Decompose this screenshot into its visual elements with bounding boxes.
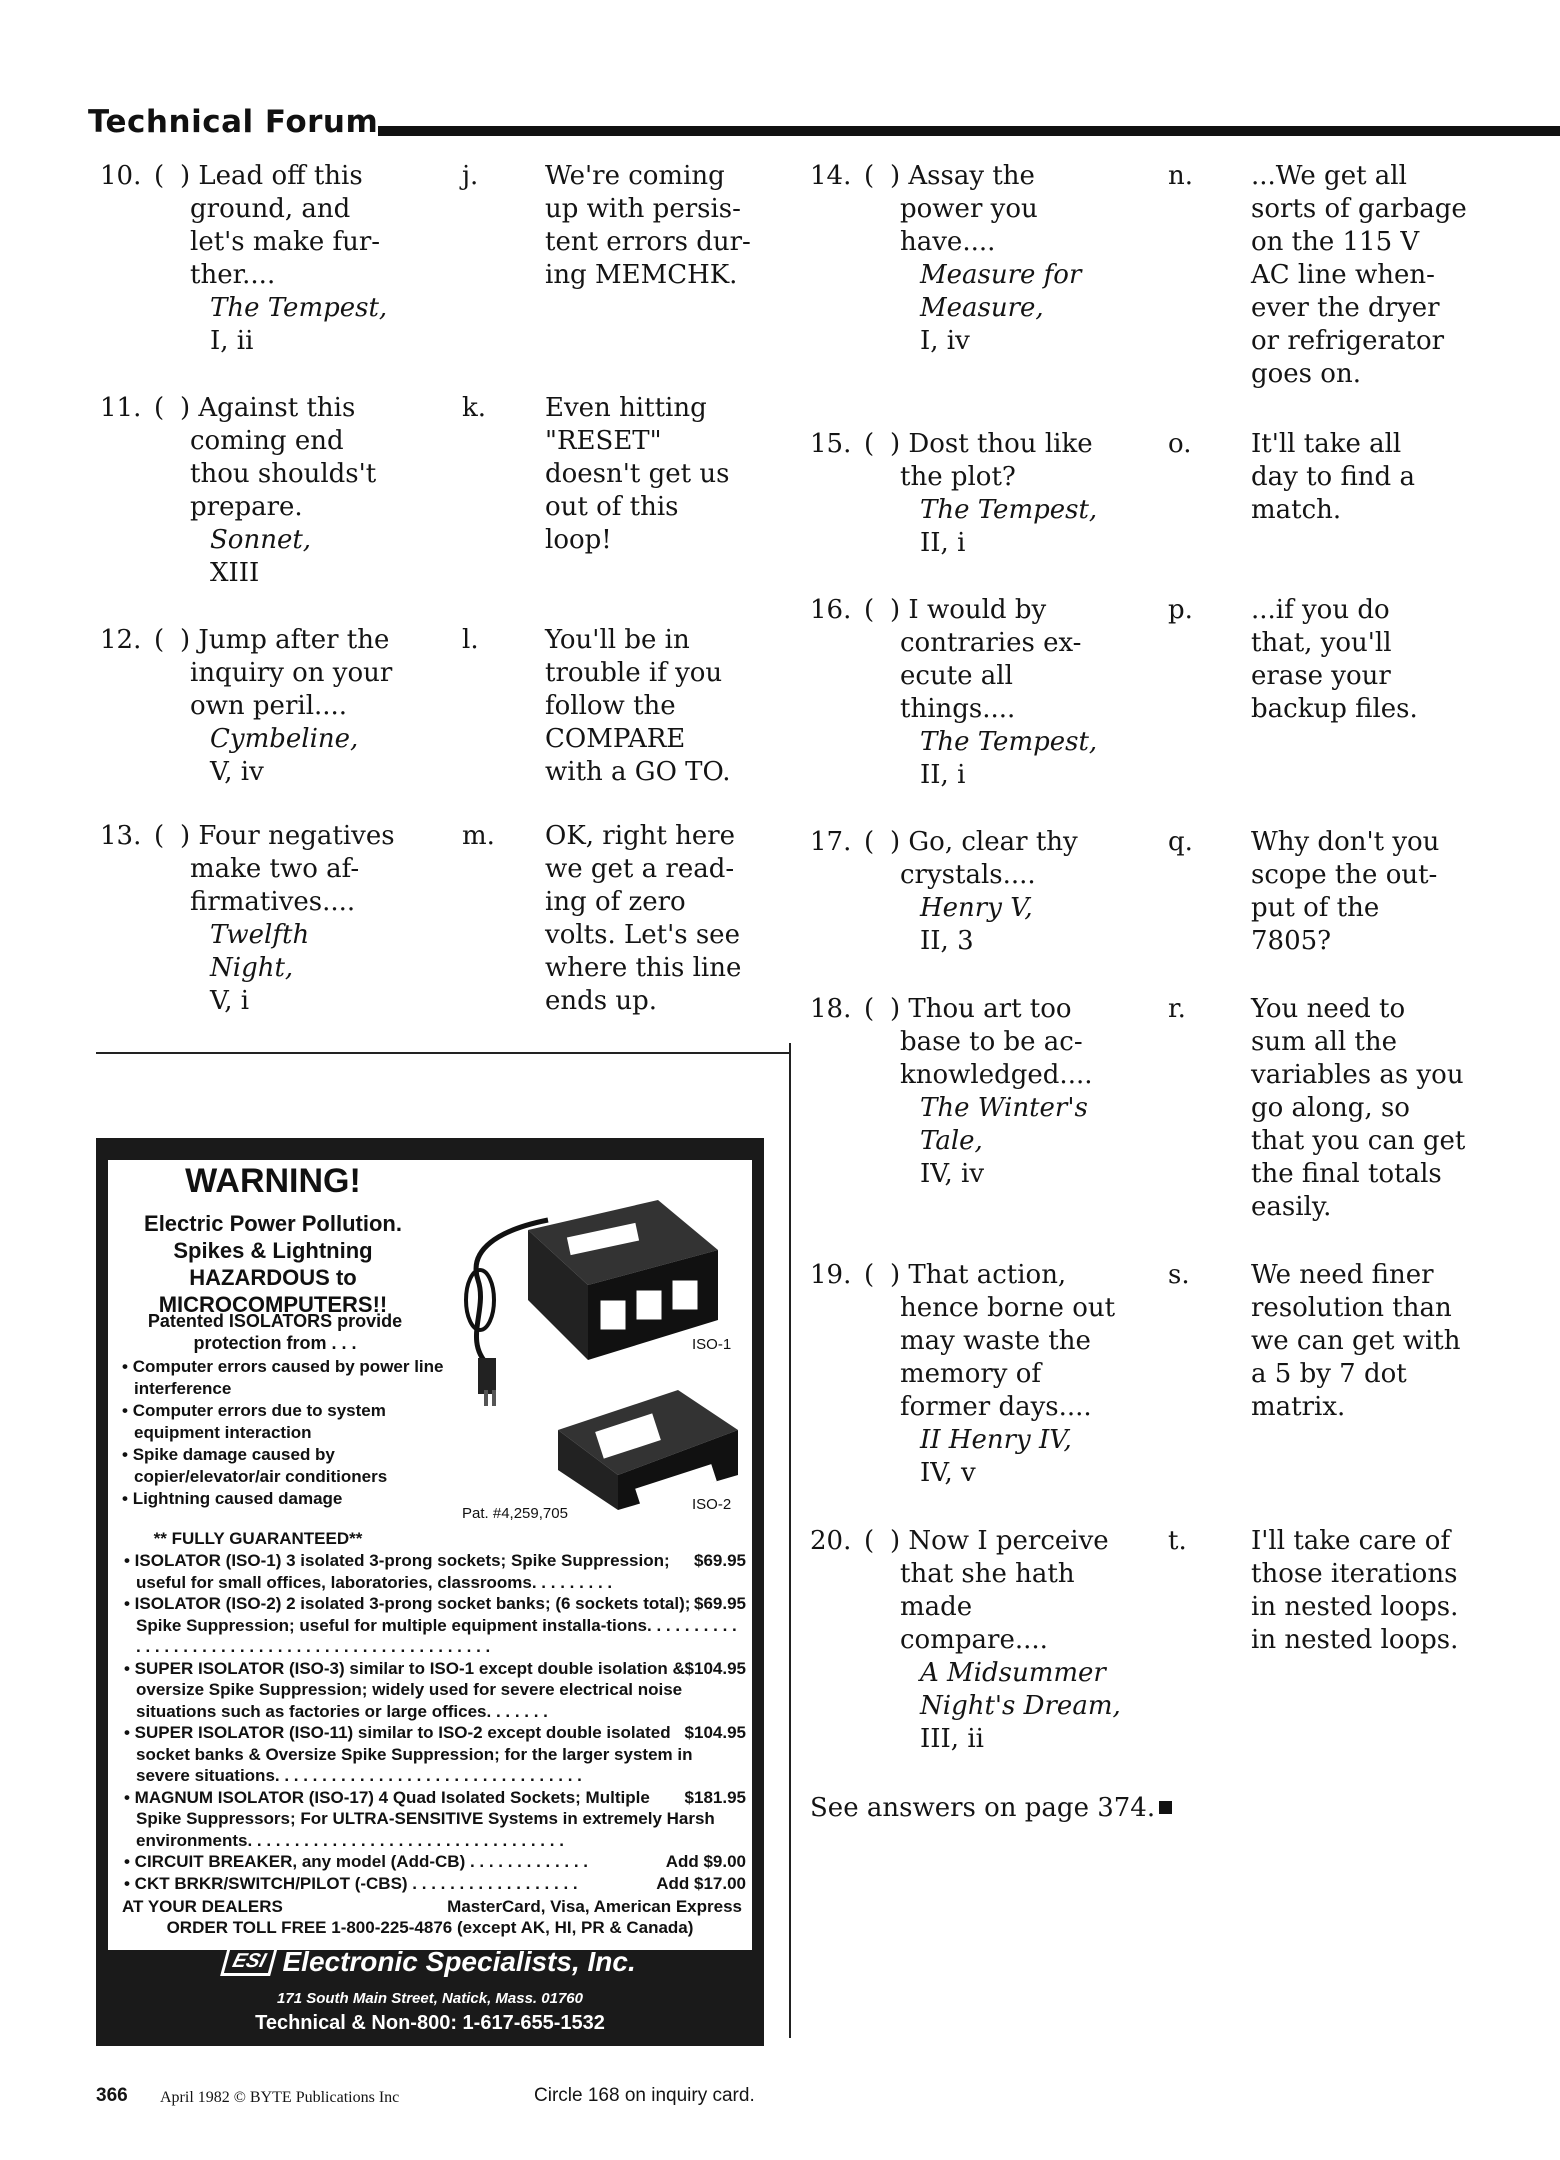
ad-product [122, 1787, 746, 1852]
question-number: 12. [100, 625, 142, 655]
answer-line: volts. Let's see [545, 920, 740, 950]
ad-headline [108, 1210, 438, 1318]
answer-line: tent errors dur- [545, 227, 751, 257]
ad-headline-line: Spikes & Lightning [173, 1238, 373, 1263]
answer-line: in nested loops. [1251, 1625, 1459, 1655]
ad-dealers-row [122, 1896, 742, 1917]
question-source: The Winter's [920, 1093, 1088, 1123]
ad-bullet: • Spike damage caused by copier/elevator/air conditioners [122, 1445, 388, 1486]
question-number: 18. [810, 994, 852, 1024]
question-source: Night, [210, 953, 294, 983]
answer-line: that, you'll [1251, 628, 1392, 658]
answer-line: we get a read- [545, 854, 735, 884]
question-line: ther.... [190, 260, 276, 290]
question-text [180, 392, 420, 590]
question-line: made [900, 1592, 973, 1622]
answer-line: those iterations [1251, 1559, 1458, 1589]
answer-line: in nested loops. [1251, 1592, 1459, 1622]
answer-line: scope the out- [1251, 860, 1438, 890]
ad-headline-line: MICROCOMPUTERS!! [158, 1292, 388, 1317]
divider-vertical [789, 1043, 791, 2038]
answer-line: erase your [1251, 661, 1391, 691]
question-location: V, i [210, 986, 250, 1016]
question-line: hence borne out [900, 1293, 1116, 1323]
answer-letter: o. [1168, 429, 1192, 459]
question-line: memory of [900, 1359, 1042, 1389]
question-source: Twelfth [210, 920, 310, 950]
ad-product-price: Add $17.00 [656, 1873, 746, 1893]
question-source: Henry V, [920, 893, 1033, 923]
answer-letter: q. [1168, 827, 1193, 857]
answer-line: We need finer [1251, 1260, 1434, 1290]
answer-line: with a GO TO. [545, 757, 731, 787]
question-line: ) That action, [890, 1260, 1067, 1290]
answer-letter: s. [1168, 1260, 1190, 1290]
answers-note-text: See answers on page 374. [810, 1793, 1156, 1823]
question-number: 13. [100, 821, 142, 851]
question-source: A Midsummer [920, 1658, 1106, 1688]
answer-line: You need to [1251, 994, 1406, 1024]
ad-product [122, 1593, 746, 1658]
ad-panel [108, 1160, 752, 1950]
question-number: 16. [810, 595, 852, 625]
question-line: the plot? [900, 462, 1016, 492]
question-source: II Henry IV, [920, 1425, 1072, 1455]
ad-phone: Technical & Non-800: 1-617-655-1532 [255, 2012, 605, 2034]
header-rule [378, 126, 1560, 136]
question-location: II, i [920, 528, 966, 558]
answer-letter: l. [462, 625, 479, 655]
question-location: IV, iv [920, 1159, 985, 1189]
answer-letter: r. [1168, 994, 1186, 1024]
ad-product-text: • SUPER ISOLATOR (ISO-11) similar to ISO-2 except double isolated socket banks & Oversize Spike Suppression; for the larger system in severe situations. . . . . . . . . . . . . . . . . . . . . . . . . . . . . . . . . [124, 1723, 693, 1785]
ad-guarantee: ** FULLY GUARANTEED** [153, 1529, 363, 1548]
question-line: ) Four negatives [180, 821, 395, 851]
question-number: 20. [810, 1526, 852, 1556]
company-logo-icon: ESI [220, 1947, 278, 1976]
answer-line: We're coming [545, 161, 725, 191]
answers-note [810, 1792, 1172, 1825]
answer-line: ...if you do [1251, 595, 1390, 625]
ad-bullet: • Computer errors due to system equipment interaction [122, 1401, 386, 1442]
answer-line: match. [1251, 495, 1342, 525]
inquiry-circle: Circle 168 on inquiry card. [534, 2085, 755, 2106]
company-name: Electronic Specialists, Inc. [282, 1946, 636, 1977]
answer-line: matrix. [1251, 1392, 1346, 1422]
question-line: that she hath [900, 1559, 1075, 1589]
question-text [890, 1525, 1130, 1756]
question-text [890, 160, 1130, 358]
answer-line: ...We get all [1251, 161, 1407, 191]
answer-line: where this line [545, 953, 742, 983]
question-line: firmatives.... [190, 887, 356, 917]
ad-bullet: • Lightning caused damage [122, 1489, 343, 1508]
ad-product-price: $181.95 [684, 1787, 746, 1807]
answer-text [545, 392, 785, 557]
answer-letter: t. [1168, 1526, 1187, 1556]
question-line: coming end [190, 426, 344, 456]
ad-subhead: Patented ISOLATORS provide protection from . . . [147, 1311, 403, 1353]
question-line: crystals.... [900, 860, 1036, 890]
ad-product-list [122, 1550, 746, 1894]
answer-line: put of the [1251, 893, 1380, 923]
question-number: 15. [810, 429, 852, 459]
ad-product-text: • ISOLATOR (ISO-2) 2 isolated 3-prong socket banks; (6 sockets total); Spike Suppression; useful for multiple equipment installa-tions. . . . . . . . . . . . . . . . . . . . . . . . . . . . . . . . . . . . . . . . . . . . . . . . [124, 1594, 737, 1656]
question-location: III, ii [920, 1724, 984, 1754]
answer-line: I'll take care of [1251, 1526, 1451, 1556]
question-line: let's make fur- [190, 227, 381, 257]
section-title: Technical Forum [88, 104, 379, 140]
answer-blank[interactable]: ( [864, 994, 875, 1024]
question-source: The Tempest, [210, 293, 388, 323]
question-line: ) Go, clear thy [890, 827, 1078, 857]
ad-headline-line: Electric Power Pollution. [144, 1211, 402, 1236]
question-text [890, 428, 1130, 560]
answer-line: backup files. [1251, 694, 1418, 724]
advertisement [96, 1138, 764, 2046]
question-line: ) I would by [890, 595, 1047, 625]
answer-text [545, 820, 785, 1018]
question-line: ) Jump after the [180, 625, 390, 655]
ad-product-price: $104.95 [684, 1723, 746, 1742]
answer-text [1251, 594, 1491, 726]
question-source: Measure, [920, 293, 1044, 323]
page-header [88, 104, 1560, 144]
question-location: I, ii [210, 326, 254, 356]
question-line: ecute all [900, 661, 1013, 691]
answer-line: up with persis- [545, 194, 741, 224]
answer-line: Even hitting [545, 393, 707, 423]
question-location: IV, v [920, 1458, 976, 1488]
answer-line: or refrigerator [1251, 326, 1445, 356]
ad-product-text: • SUPER ISOLATOR (ISO-3) similar to ISO-1 except double isolation & oversize Spike Suppression; widely used for severe electrical noise situations such as factories or large offices. . . . . . . [124, 1658, 685, 1721]
ad-bullet: • Computer errors caused by power line interference [122, 1357, 444, 1398]
answer-line: ing of zero [545, 887, 686, 917]
ad-cards: MasterCard, Visa, American Express [447, 1897, 742, 1916]
ad-product [122, 1722, 746, 1787]
answer-line: doesn't get us [545, 459, 730, 489]
question-number: 10. [100, 161, 142, 191]
answer-line: Why don't you [1251, 827, 1440, 857]
question-source: The Tempest, [920, 727, 1098, 757]
answer-line: It'll take all [1251, 429, 1402, 459]
answer-line: OK, right here [545, 821, 736, 851]
question-number: 14. [810, 161, 852, 191]
question-line: ) Assay the [890, 161, 1035, 191]
ad-product [122, 1550, 746, 1593]
page-number: 366 [96, 2085, 128, 2106]
question-text [180, 624, 420, 789]
answer-line: trouble if you [545, 658, 723, 688]
ad-product-price: Add $9.00 [665, 1852, 746, 1871]
ad-product-price: $104.95 [684, 1658, 746, 1678]
answer-line: AC line when- [1251, 260, 1435, 290]
question-line: ) Thou art too [890, 994, 1072, 1024]
question-line: ) Against this [180, 393, 356, 423]
answer-line: out of this [545, 492, 679, 522]
question-location: II, i [920, 760, 966, 790]
question-line: inquiry on your [190, 658, 393, 688]
question-line: ) Now I perceive [890, 1526, 1109, 1556]
answer-blank[interactable]: ( [154, 161, 165, 191]
question-text [890, 826, 1130, 958]
answer-text [1251, 993, 1491, 1224]
answer-line: we can get with [1251, 1326, 1461, 1356]
ad-order-line: ORDER TOLL FREE 1-800-225-4876 (except AK, HI, PR & Canada) [166, 1918, 694, 1937]
question-line: compare.... [900, 1625, 1048, 1655]
answer-line: ing MEMCHK. [545, 260, 738, 290]
answer-line: COMPARE [545, 724, 686, 754]
answer-line: easily. [1251, 1192, 1332, 1222]
question-line: ground, and [190, 194, 351, 224]
iso1-label: ISO-1 [692, 1336, 732, 1353]
question-source: Sonnet, [210, 525, 312, 555]
answer-letter: j. [462, 161, 479, 191]
question-line: ) Dost thou like [890, 429, 1093, 459]
question-text [180, 820, 420, 1018]
answer-line: ever the dryer [1251, 293, 1440, 323]
question-line: things.... [900, 694, 1016, 724]
answer-letter: m. [462, 821, 495, 851]
answer-text [1251, 1259, 1491, 1424]
question-line: make two af- [190, 854, 360, 884]
answer-line: loop! [545, 525, 612, 555]
ad-company [96, 1946, 764, 1978]
question-line: prepare. [190, 492, 303, 522]
answer-line: You'll be in [545, 625, 690, 655]
answer-line: the final totals [1251, 1159, 1442, 1189]
answer-letter: p. [1168, 595, 1193, 625]
question-line: former days.... [900, 1392, 1092, 1422]
question-line: power you [900, 194, 1038, 224]
answer-line: a 5 by 7 dot [1251, 1359, 1407, 1389]
question-location: XIII [210, 558, 260, 588]
ad-address: 171 South Main Street, Natick, Mass. 01760 [277, 1990, 583, 2007]
answer-line: on the 115 V [1251, 227, 1420, 257]
answer-line: follow the [545, 691, 676, 721]
question-text [890, 993, 1130, 1191]
question-number: 17. [810, 827, 852, 857]
answer-text [1251, 160, 1491, 391]
answer-line: goes on. [1251, 359, 1361, 389]
answer-letter: k. [462, 393, 487, 423]
answer-blank[interactable]: ( [864, 1260, 875, 1290]
answer-line: 7805? [1251, 926, 1332, 956]
end-mark-icon [1159, 1801, 1172, 1814]
question-location: II, 3 [920, 926, 974, 956]
ad-product-text: • CKT BRKR/SWITCH/PILOT (-CBS) . . . . . . . . . . . . . . . . . . [124, 1873, 578, 1893]
question-line: may waste the [900, 1326, 1091, 1356]
question-source: Measure for [920, 260, 1082, 290]
question-number: 11. [100, 393, 142, 423]
answer-blank[interactable]: ( [864, 161, 875, 191]
question-source: The Tempest, [920, 495, 1098, 525]
ad-product-text: • MAGNUM ISOLATOR (ISO-17) 4 Quad Isolated Sockets; Multiple Spike Suppressors; For ULTRA-SENSITIVE Systems in extremely Harsh environments. . . . . . . . . . . . . . . . . . . . . . . . . . . . . . . . . . [124, 1787, 715, 1850]
answer-blank[interactable]: ( [154, 821, 165, 851]
answer-text [545, 624, 785, 789]
answer-blank[interactable]: ( [154, 625, 165, 655]
answer-text [1251, 826, 1491, 958]
patent-number: Pat. #4,259,705 [462, 1505, 568, 1522]
answer-blank[interactable]: ( [864, 595, 875, 625]
answer-line: sorts of garbage [1251, 194, 1467, 224]
question-text [890, 594, 1130, 792]
answer-blank[interactable]: ( [864, 429, 875, 459]
answer-line: go along, so [1251, 1093, 1410, 1123]
answer-line: variables as you [1251, 1060, 1464, 1090]
answer-letter: n. [1168, 161, 1194, 191]
answer-text [1251, 1525, 1491, 1657]
question-line: have.... [900, 227, 996, 257]
question-text [180, 160, 420, 358]
answer-line: day to find a [1251, 462, 1415, 492]
question-line: contraries ex- [900, 628, 1082, 658]
answer-line: ends up. [545, 986, 658, 1016]
ad-dealers: AT YOUR DEALERS [122, 1897, 283, 1916]
footer-date: April 1982 © BYTE Publications Inc [160, 2089, 400, 2106]
ad-product-price: $69.95 [694, 1551, 746, 1570]
ad-bullets [120, 1356, 450, 1510]
iso2-label: ISO-2 [692, 1496, 732, 1513]
ad-product [122, 1851, 746, 1873]
question-line: knowledged.... [900, 1060, 1093, 1090]
question-location: V, iv [210, 757, 264, 787]
answer-line: resolution than [1251, 1293, 1452, 1323]
answer-blank[interactable]: ( [864, 827, 875, 857]
ad-product [122, 1873, 746, 1895]
question-text [890, 1259, 1130, 1490]
ad-headline-line: HAZARDOUS to [189, 1265, 357, 1290]
ad-product-price: $69.95 [694, 1594, 746, 1613]
question-line: own peril.... [190, 691, 348, 721]
ad-product-text: • CIRCUIT BREAKER, any model (Add-CB) . . . . . . . . . . . . . [124, 1852, 589, 1871]
answer-text [545, 160, 785, 292]
question-line: ) Lead off this [180, 161, 363, 191]
answer-blank[interactable]: ( [864, 1526, 875, 1556]
question-number: 19. [810, 1260, 852, 1290]
question-line: thou shoulds't [190, 459, 377, 489]
answer-line: "RESET" [545, 426, 662, 456]
question-source: Tale, [920, 1126, 983, 1156]
ad-product-text: • ISOLATOR (ISO-1) 3 isolated 3-prong sockets; Spike Suppression; useful for small offices, laboratories, classrooms. . . . . . . . . [124, 1551, 670, 1592]
question-location: I, iv [920, 326, 970, 356]
answer-line: sum all the [1251, 1027, 1397, 1057]
divider-horizontal [96, 1052, 790, 1054]
answer-text [1251, 428, 1491, 527]
question-source: Night's Dream, [920, 1691, 1121, 1721]
ad-warning: WARNING! [185, 1162, 361, 1200]
ad-product [122, 1658, 746, 1723]
answer-blank[interactable]: ( [154, 393, 165, 423]
answer-line: that you can get [1251, 1126, 1466, 1156]
question-source: Cymbeline, [210, 724, 359, 754]
question-line: base to be ac- [900, 1027, 1083, 1057]
